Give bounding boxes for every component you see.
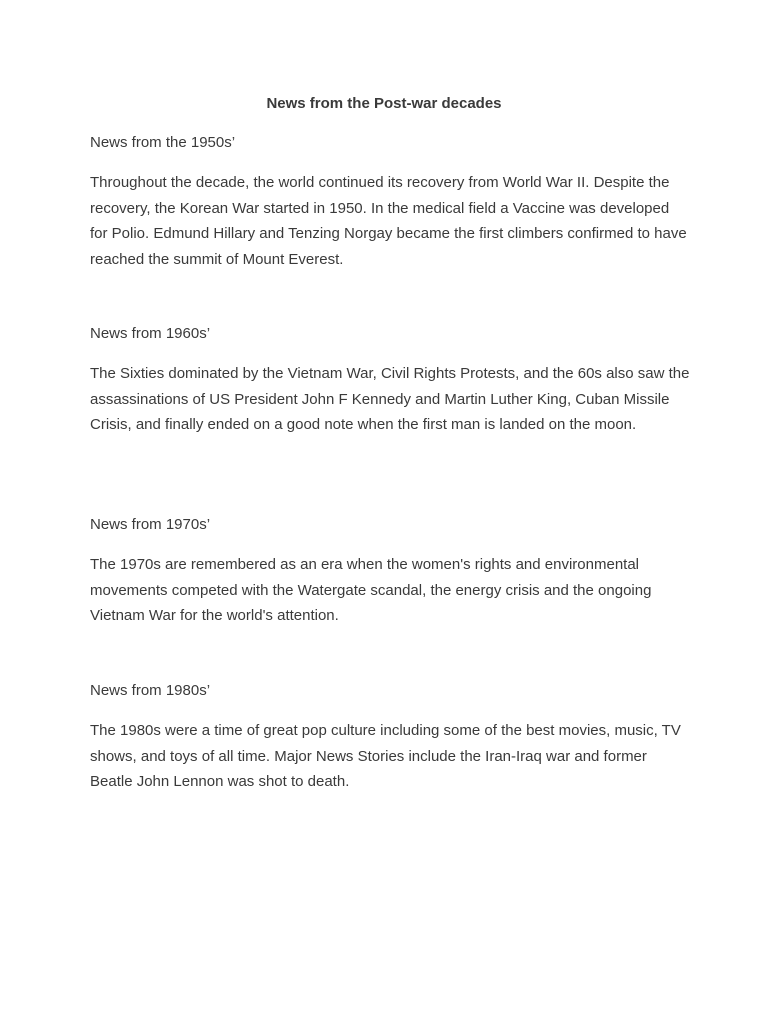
section-heading: News from 1960s’ <box>90 325 211 342</box>
section-1980s <box>90 681 690 795</box>
section-body: Throughout the decade, the world continued its recovery from World War II. Despite the recovery, the Korean War started in 1950. In the medical field a Vaccine was developed for Polio. Edmund Hillary and Tenzing Norgay became the first climbers confirmed to have reached the summit of Mount Everest. <box>90 174 687 268</box>
section-heading: News from 1980s’ <box>90 682 211 699</box>
section-heading: News from 1970s’ <box>90 516 211 533</box>
section-body: The 1980s were a time of great pop culture including some of the best movies, music, TV shows, and toys of all time. Major News Stories include the Iran-Iraq war and former Beatle John Lennon was shot to death. <box>90 722 681 790</box>
section-1950s <box>90 133 690 272</box>
section-1970s <box>90 515 690 629</box>
section-1960s <box>90 324 690 438</box>
document-title: News from the Post-war decades <box>266 95 502 112</box>
section-body: The Sixties dominated by the Vietnam War, Civil Rights Protests, and the 60s also saw the assassinations of US President John F Kennedy and Martin Luther King, Cuban Missile Crisis, and finally ended on a good note when the first man is landed on the moon. <box>90 365 690 433</box>
section-heading: News from the 1950s’ <box>90 134 236 151</box>
section-body: The 1970s are remembered as an era when the women's rights and environmental movements competed with the Watergate scandal, the energy crisis and the ongoing Vietnam War for the world's attention. <box>90 556 652 624</box>
